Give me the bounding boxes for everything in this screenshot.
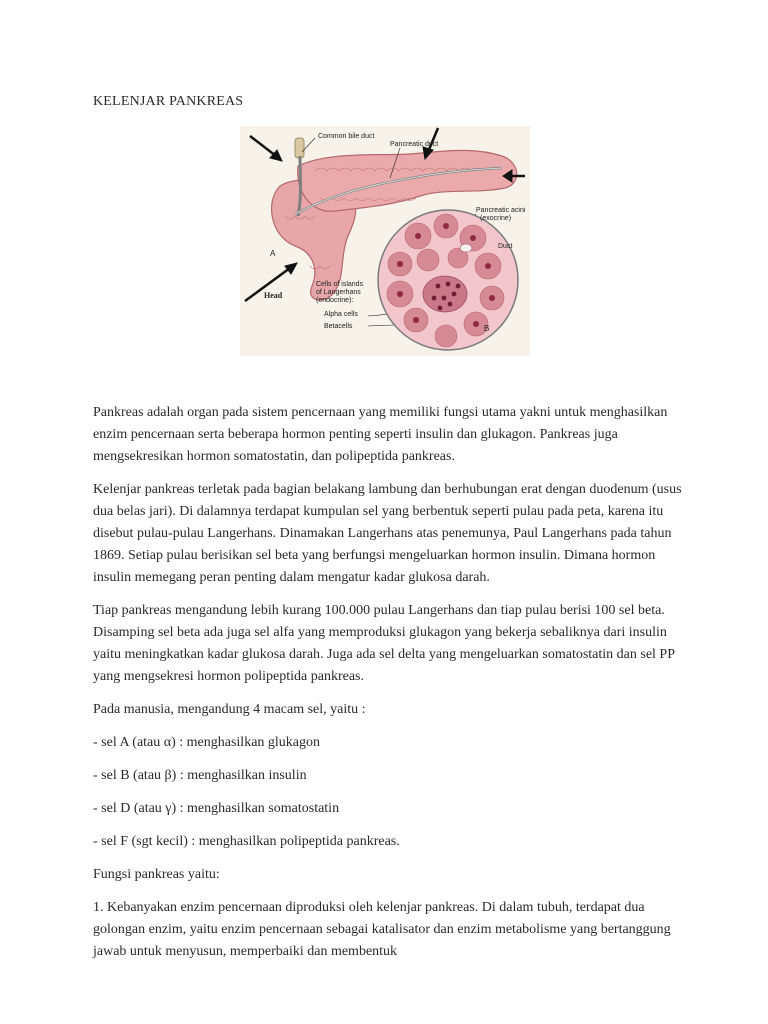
label-letter-a: A: [270, 249, 276, 258]
paragraph-cell-types-intro: Pada manusia, mengandung 4 macam sel, yaitu :: [93, 702, 366, 717]
label-pancreatic-acini: Pancreatic acini: [476, 207, 526, 214]
paragraph-intro: Pankreas adalah organ pada sistem pencernaan yang memiliki fungsi utama yakni untuk menghasilkan enzim pencernaan serta beberapa hormon penting seperti insulin dan glukagon. Pankreas juga mengsekresikan hormon somatostatin, dan polipeptida pankreas.: [93, 405, 668, 464]
page-title: KELENJAR PANKREAS: [93, 94, 244, 109]
label-pancreatic-duct: Pancreatic duct: [390, 141, 439, 148]
label-head: Head: [264, 291, 283, 300]
label-beta-cells: Betacells: [324, 323, 353, 330]
document-body: [93, 402, 683, 974]
paragraph-islets: Tiap pankreas mengandung lebih kurang 100.000 pulau Langerhans dan tiap pulau berisi 100 sel beta. Disamping sel beta ada juga sel alfa yang memproduksi glukagon yang bekerja sebaliknya dari insulin yaitu meningkatkan kadar glukosa darah. Juga ada sel delta yang mengeluarkan somatostatin dan sel PP yang mengsekresi hormon polipeptida pankreas.: [93, 603, 675, 684]
list-item-cell-f: - sel F (sgt kecil) : menghasilkan polipeptida pankreas.: [93, 834, 400, 849]
label-alpha-cells: Alpha cells: [324, 311, 358, 318]
bile-duct-stub: [295, 138, 304, 158]
paragraph-functions-heading: Fungsi pankreas yaitu:: [93, 867, 220, 882]
label-common-bile-duct: Common bile duct: [318, 133, 375, 140]
paragraph-location: Kelenjar pankreas terletak pada bagian belakang lambung dan berhubungan erat dengan duodenum (usus dua belas jari). Di dalamnya terdapat kumpulan sel yang berbentuk seperti pulau pada peta, karena itu disebut pulau-pulau Langerhans. Dinamakan Langerhans atas penemunya, Paul Langerhans pada tahun 1869. Setiap pulau berisikan sel beta yang berfungsi mengeluarkan hormon insulin. Dimana hormon insulin memegang peran penting dalam mengatur kadar glukosa darah.: [93, 482, 682, 585]
list-item-cell-b: - sel B (atau β) : menghasilkan insulin: [93, 768, 307, 783]
pancreas-diagram: [240, 126, 530, 356]
label-duct: Duct: [498, 243, 513, 250]
label-letter-b: B: [484, 324, 490, 333]
pancreas-body: [298, 150, 517, 211]
list-item-cell-d: - sel D (atau γ) : menghasilkan somatostatin: [93, 801, 340, 816]
pancreas-illustration: [240, 126, 530, 356]
histology-inset: [378, 210, 518, 350]
list-item-cell-a: - sel A (atau α) : menghasilkan glukagon: [93, 735, 321, 750]
label-islets-2: of Langerhans: [316, 289, 361, 296]
label-islets-3: (endocrine):: [316, 297, 354, 304]
paragraph-function-1: 1. Kebanyakan enzim pencernaan diproduksi oleh kelenjar pankreas. Di dalam tubuh, terdapat dua golongan enzim, yaitu enzim pencernaan sebagai katalisator dan enzim metabolisme yang bertanggung jawab untuk menyusun, memperbaiki dan membentuk: [93, 900, 671, 959]
label-exocrine: (exocrine): [480, 215, 512, 222]
label-islets-1: Cells of islands: [316, 281, 364, 288]
